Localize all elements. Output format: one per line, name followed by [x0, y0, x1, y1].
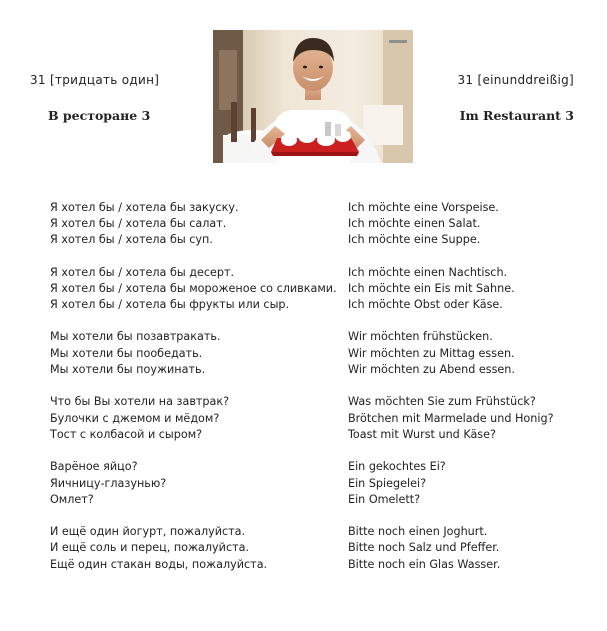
phrase-de: Ein gekochtes Ei? — [348, 460, 446, 474]
phrase-ru: Что бы Вы хотели на завтрак? — [50, 395, 230, 409]
phrase-de: Wir möchten zu Abend essen. — [348, 363, 515, 377]
phrase-ru: Варёное яйцо? — [50, 460, 138, 474]
phrase-ru: Мы хотели бы пообедать. — [50, 346, 203, 360]
phrase-ru: Я хотел бы / хотела бы фрукты или сыр. — [50, 298, 290, 312]
header-left — [0, 72, 196, 124]
phrase-ru: И ещё один йогурт, пожалуйста. — [50, 525, 246, 539]
phrase-row — [0, 475, 607, 491]
phrase-de: Ich möchte einen Salat. — [348, 216, 481, 230]
phrase-de: Ich möchte eine Suppe. — [348, 233, 481, 247]
phrase-de: Was möchten Sie zum Frühstück? — [348, 395, 536, 409]
phrase-ru: Булочки с джемом и мёдом? — [50, 411, 220, 425]
phrase-row — [0, 280, 607, 296]
phrase-ru: Омлет? — [50, 492, 94, 506]
phrase-group — [0, 394, 607, 443]
phrase-ru: Я хотел бы / хотела бы суп. — [50, 233, 213, 247]
phrase-de: Bitte noch ein Glas Wasser. — [348, 557, 501, 571]
phrase-list — [0, 199, 607, 588]
phrase-row — [0, 523, 607, 539]
lesson-title-ru: В ресторане 3 — [48, 108, 151, 123]
phrase-ru: Яичницу-глазунью? — [50, 476, 167, 490]
phrase-row — [0, 345, 607, 361]
phrase-group — [0, 264, 607, 313]
phrase-row — [0, 459, 607, 475]
phrase-ru: Я хотел бы / хотела бы салат. — [50, 216, 227, 230]
phrase-de: Ich möchte eine Vorspeise. — [348, 200, 499, 214]
phrase-de: Wir möchten frühstücken. — [348, 330, 493, 344]
header-right — [383, 72, 607, 124]
phrase-group — [0, 459, 607, 508]
phrase-row — [0, 491, 607, 507]
phrase-de: Wir möchten zu Mittag essen. — [348, 346, 515, 360]
phrase-group — [0, 523, 607, 572]
phrase-row — [0, 296, 607, 312]
phrase-row — [0, 556, 607, 572]
phrase-row — [0, 361, 607, 377]
phrase-row — [0, 410, 607, 426]
phrase-ru: Я хотел бы / хотела бы мороженое со сливками. — [50, 281, 337, 295]
phrase-group — [0, 199, 607, 248]
phrase-de: Ich möchte Obst oder Käse. — [348, 298, 503, 312]
phrase-de: Ein Omelett? — [348, 492, 421, 506]
phrase-row — [0, 264, 607, 280]
phrase-de: Bitte noch Salz und Pfeffer. — [348, 541, 500, 555]
phrase-ru: Ещё один стакан воды, пожалуйста. — [50, 557, 268, 571]
phrase-de: Toast mit Wurst und Käse? — [348, 427, 496, 441]
phrase-ru: Мы хотели бы позавтракать. — [50, 330, 221, 344]
lesson-number-de: 31 [einunddreißig] — [457, 73, 574, 87]
phrase-row — [0, 394, 607, 410]
phrase-ru: Я хотел бы / хотела бы десерт. — [50, 265, 235, 279]
phrase-group — [0, 329, 607, 378]
lesson-number-ru: 31 [тридцать один] — [30, 73, 160, 87]
phrase-de: Ein Spiegelei? — [348, 476, 427, 490]
phrase-ru: Тост с колбасой и сыром? — [50, 427, 203, 441]
phrase-ru: И ещё соль и перец, пожалуйста. — [50, 541, 250, 555]
phrase-de: Ich möchte ein Eis mit Sahne. — [348, 281, 515, 295]
phrase-row — [0, 329, 607, 345]
phrase-ru: Мы хотели бы поужинать. — [50, 363, 206, 377]
phrase-row — [0, 540, 607, 556]
phrase-de: Bitte noch einen Joghurt. — [348, 525, 488, 539]
phrase-row — [0, 232, 607, 248]
phrase-de: Ich möchte einen Nachtisch. — [348, 265, 508, 279]
lesson-title-de: Im Restaurant 3 — [459, 108, 574, 123]
phrase-row — [0, 215, 607, 231]
phrase-de: Brötchen mit Marmelade und Honig? — [348, 411, 554, 425]
phrase-row — [0, 199, 607, 215]
phrase-ru: Я хотел бы / хотела бы закуску. — [50, 200, 239, 214]
phrase-row — [0, 426, 607, 442]
